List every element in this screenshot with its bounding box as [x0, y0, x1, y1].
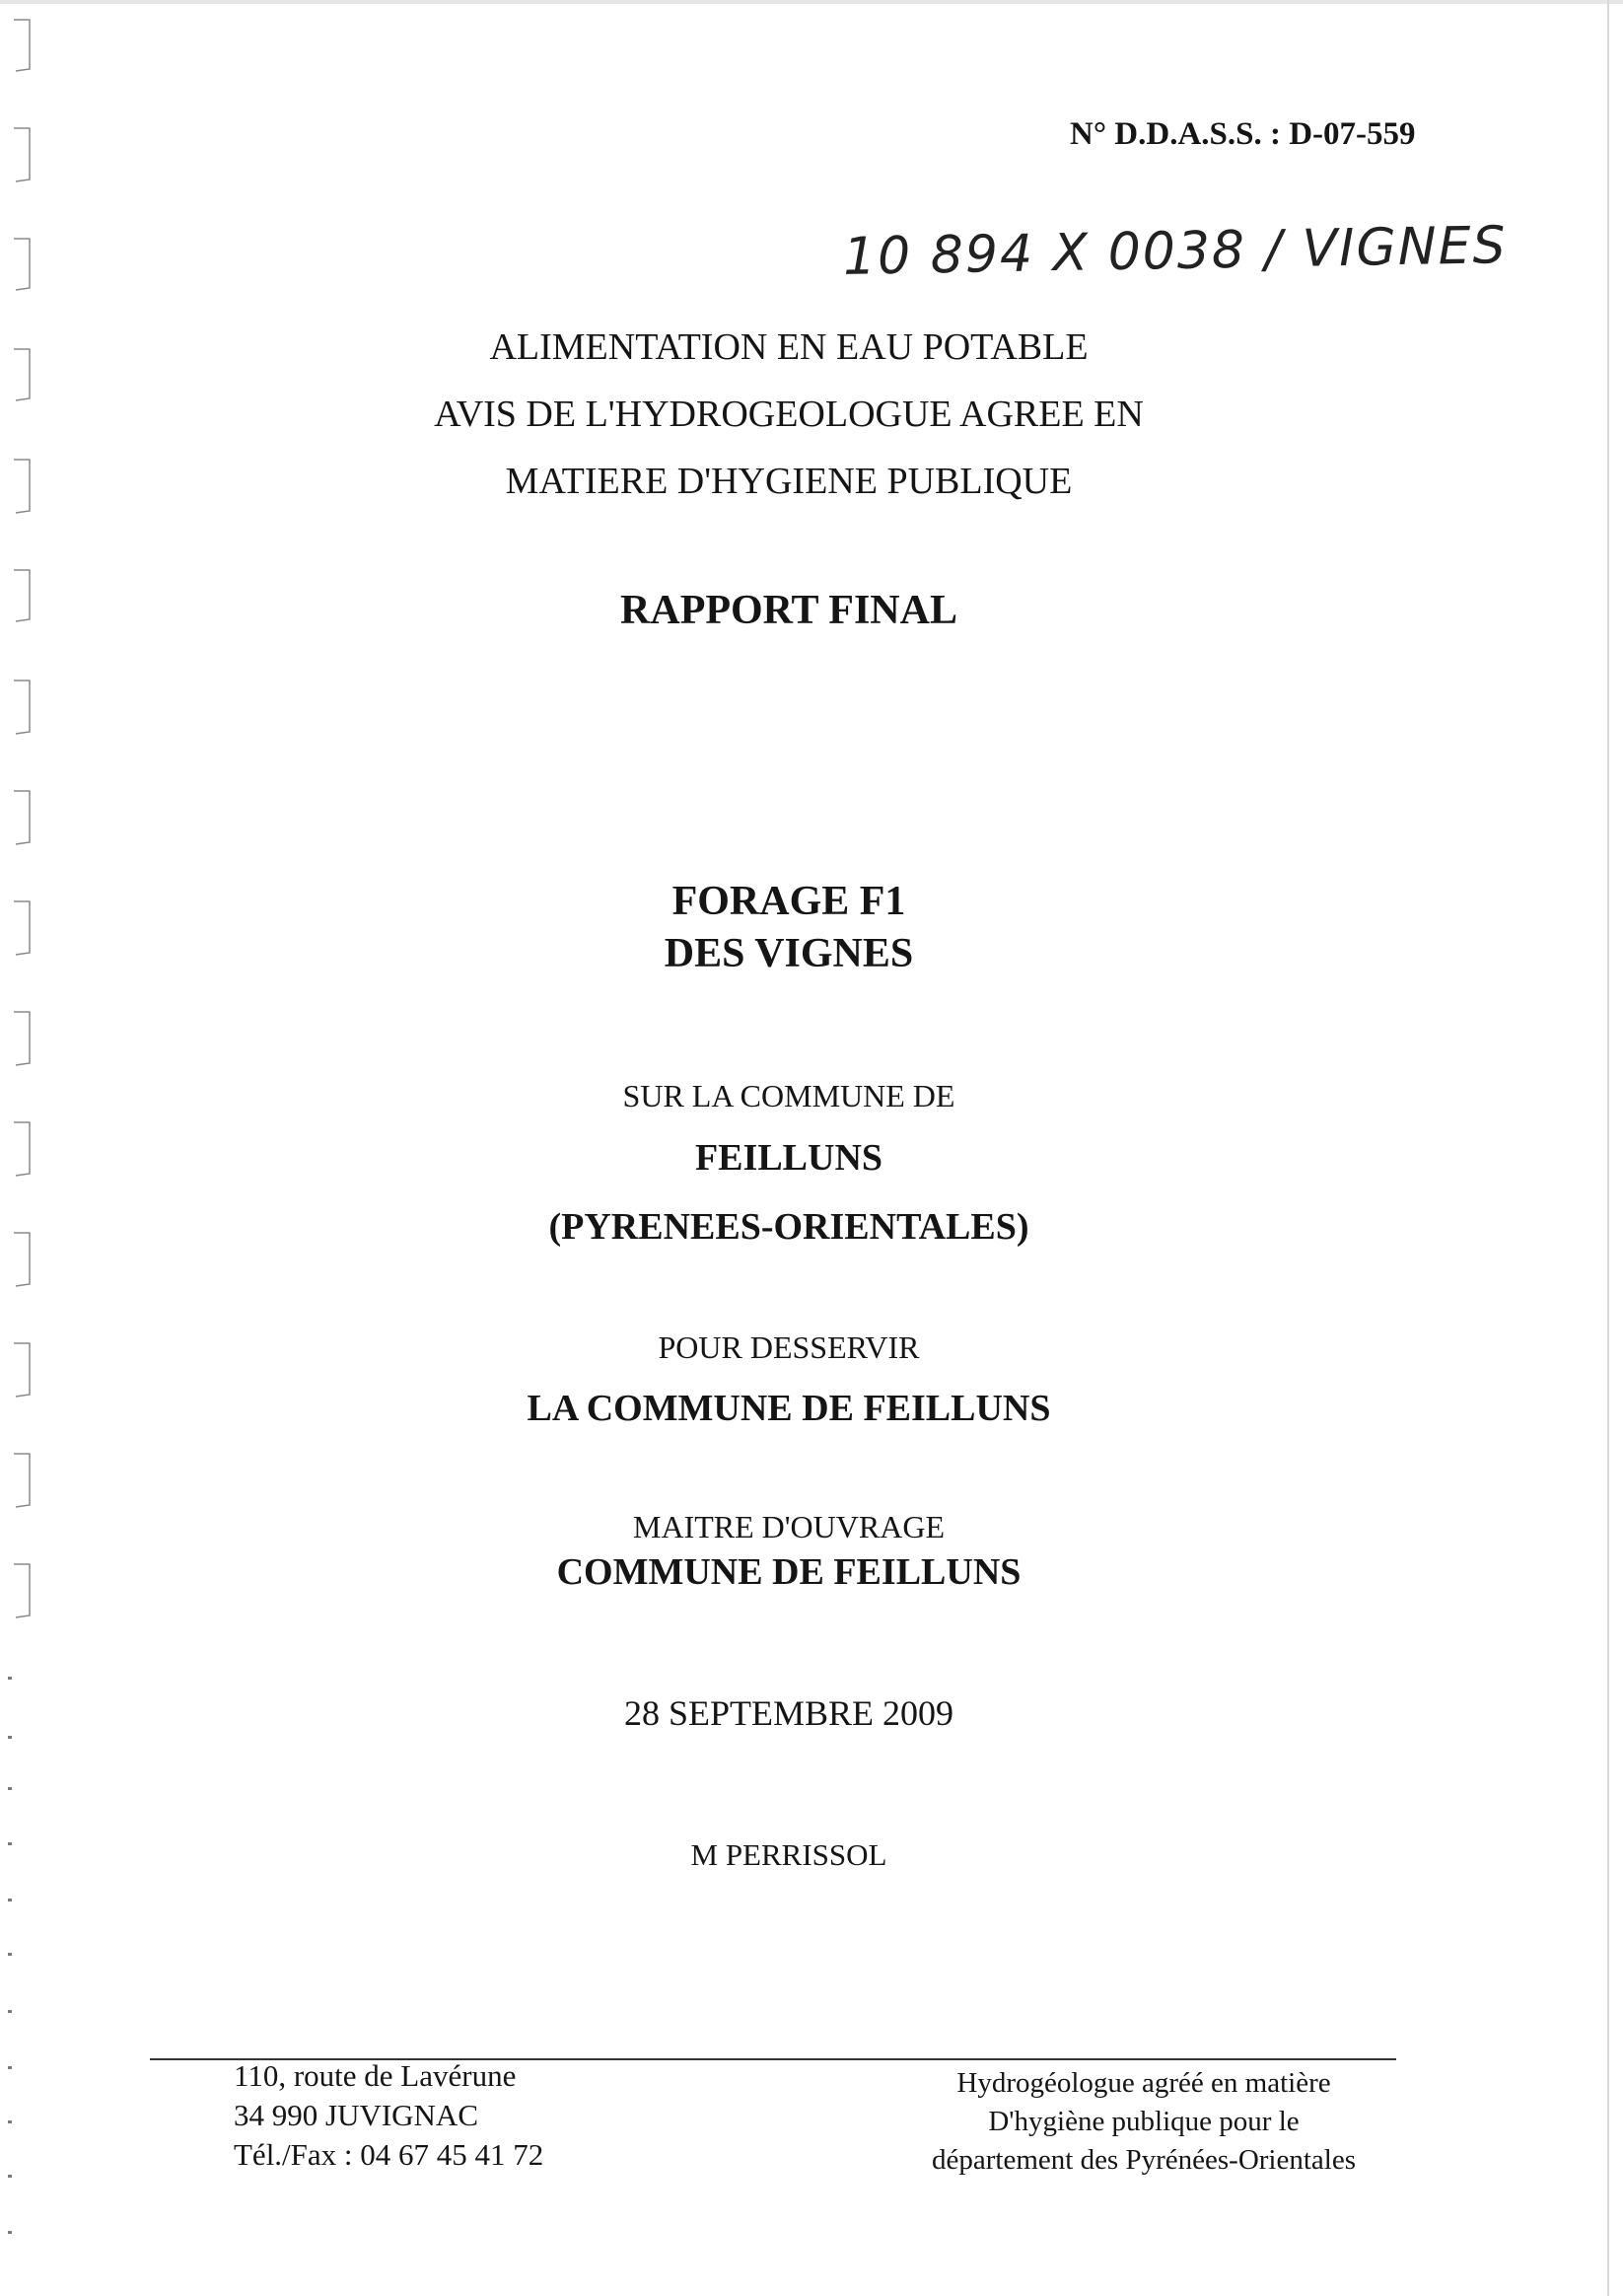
service-target: LA COMMUNE DE FEILLUNS [527, 1388, 1051, 1429]
page-top-edge [0, 0, 1623, 4]
footer-role [887, 2064, 1400, 2180]
subject-line-1: FORAGE F1 [671, 879, 906, 924]
role-line-3: département des Pyrénées-Orientales [932, 2144, 1356, 2176]
commune-name: FEILLUNS [694, 1137, 883, 1179]
title-line-1: ALIMENTATION EN EAU POTABLE [489, 326, 1089, 368]
address-line-1: 110, route de Lavérune [234, 2058, 517, 2093]
service-label: POUR DESSERVIR [658, 1329, 920, 1365]
author-name: M PERRISSOL [690, 1837, 887, 1872]
handwritten-file-number: 10 894 X 0038 / VIGNES [842, 216, 1508, 287]
title-line-2: AVIS DE L'HYDROGEOLOGUE AGREE EN [434, 394, 1144, 435]
page-right-edge [1607, 0, 1609, 2296]
ddass-reference: N° D.D.A.S.S. : D-07-559 [1070, 116, 1416, 152]
role-line-1: Hydrogéologue agréé en matière [956, 2067, 1331, 2099]
location-label: SUR LA COMMUNE DE [622, 1078, 955, 1113]
address-line-2: 34 990 JUVIGNAC [234, 2098, 478, 2132]
report-date: 28 SEPTEMBRE 2009 [623, 1693, 954, 1733]
owner-name: COMMUNE DE FEILLUNS [556, 1551, 1022, 1593]
title-line-3: MATIERE D'HYGIENE PUBLIQUE [505, 461, 1073, 502]
report-type: RAPPORT FINAL [620, 588, 957, 633]
role-line-2: D'hygiène publique pour le [988, 2106, 1300, 2137]
subject-line-2: DES VIGNES [664, 931, 914, 976]
department-name: (PYRENEES-ORIENTALES) [548, 1206, 1029, 1248]
footer-address [234, 2056, 543, 2175]
owner-label: MAITRE D'OUVRAGE [633, 1509, 945, 1544]
phone-fax: Tél./Fax : 04 67 45 41 72 [234, 2137, 544, 2172]
